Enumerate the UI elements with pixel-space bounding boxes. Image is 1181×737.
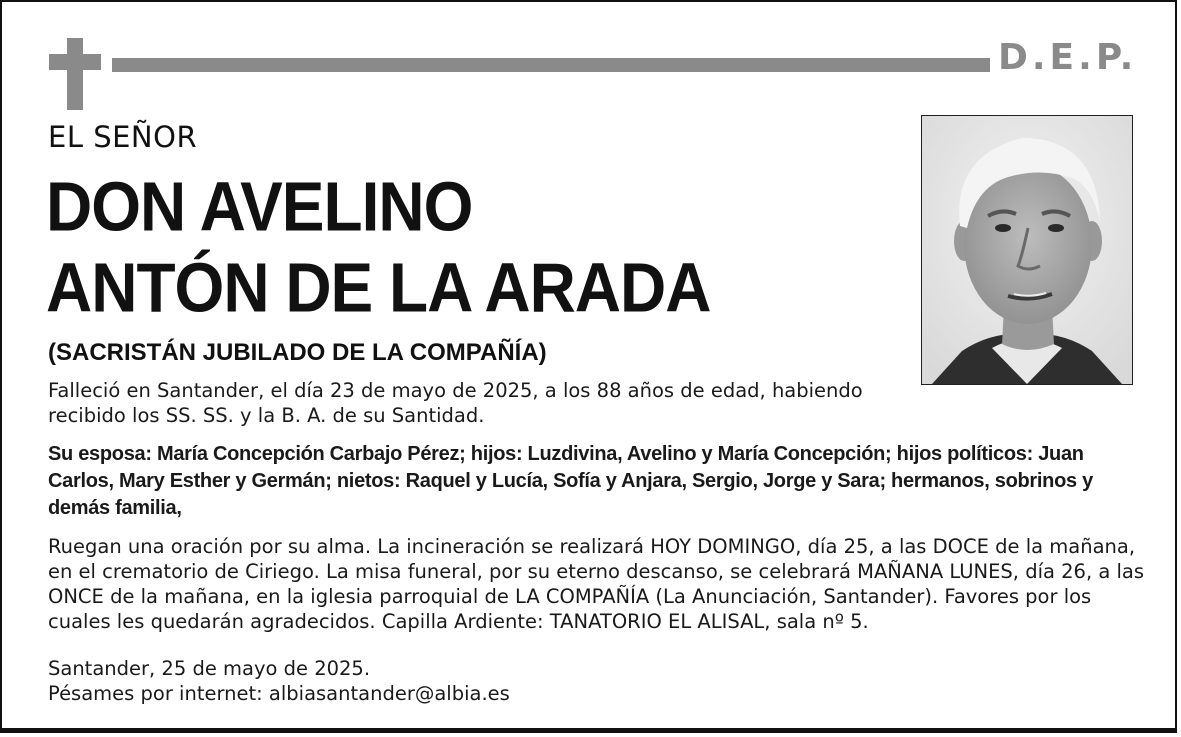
header-rule bbox=[112, 58, 990, 72]
deceased-role: (SACRISTÁN JUBILADO DE LA COMPAÑÍA) bbox=[48, 339, 547, 366]
condolences-line: Pésames por internet: albiasantander@albia.es bbox=[48, 682, 510, 705]
cross-icon bbox=[67, 38, 83, 110]
dep-label: D.E.P. bbox=[998, 37, 1138, 78]
place-date: Santander, 25 de mayo de 2025. bbox=[48, 657, 371, 680]
portrait-illustration bbox=[922, 116, 1132, 384]
cross-icon-arm bbox=[49, 54, 101, 70]
honorific-prefix: EL SEÑOR bbox=[48, 120, 198, 154]
ceremony-paragraph: Ruegan una oración por su alma. La incineración se realizará HOY DOMINGO, día 25, a las DOCE de la mañana, en el crematorio de Ciriego. La misa funeral, por su eterno descanso, se celebrará MAÑANA LUNES, día 26, a las ONCE de la mañana, en la iglesia parroquial de LA COMPAÑÍA (La Anunciación, Santander). Favores por los cuales les quedarán agradecidos. Capilla Ardiente: TANATORIO EL ALISAL, sala nº 5. bbox=[48, 535, 1145, 633]
deceased-name-line2: ANTÓN DE LA ARADA bbox=[46, 248, 711, 327]
family-paragraph: Su esposa: María Concepción Carbajo Pérez; hijos: Luzdivina, Avelino y María Concepción; hijos políticos: Juan Carlos, Mary Esther y Germán; nietos: Raquel y Lucía, Sofía y Anjara, Sergio, Jorge y Sara; hermanos, sobrinos y demás familia, bbox=[48, 443, 1093, 519]
closing-block bbox=[48, 656, 1048, 706]
death-paragraph: Falleció en Santander, el día 23 de mayo de 2025, a los 88 años de edad, habiendo recibido los SS. SS. y la B. A. de su Santidad. bbox=[48, 379, 863, 427]
portrait-photo bbox=[921, 115, 1133, 385]
deceased-name-line1: DON AVELINO bbox=[46, 167, 473, 246]
